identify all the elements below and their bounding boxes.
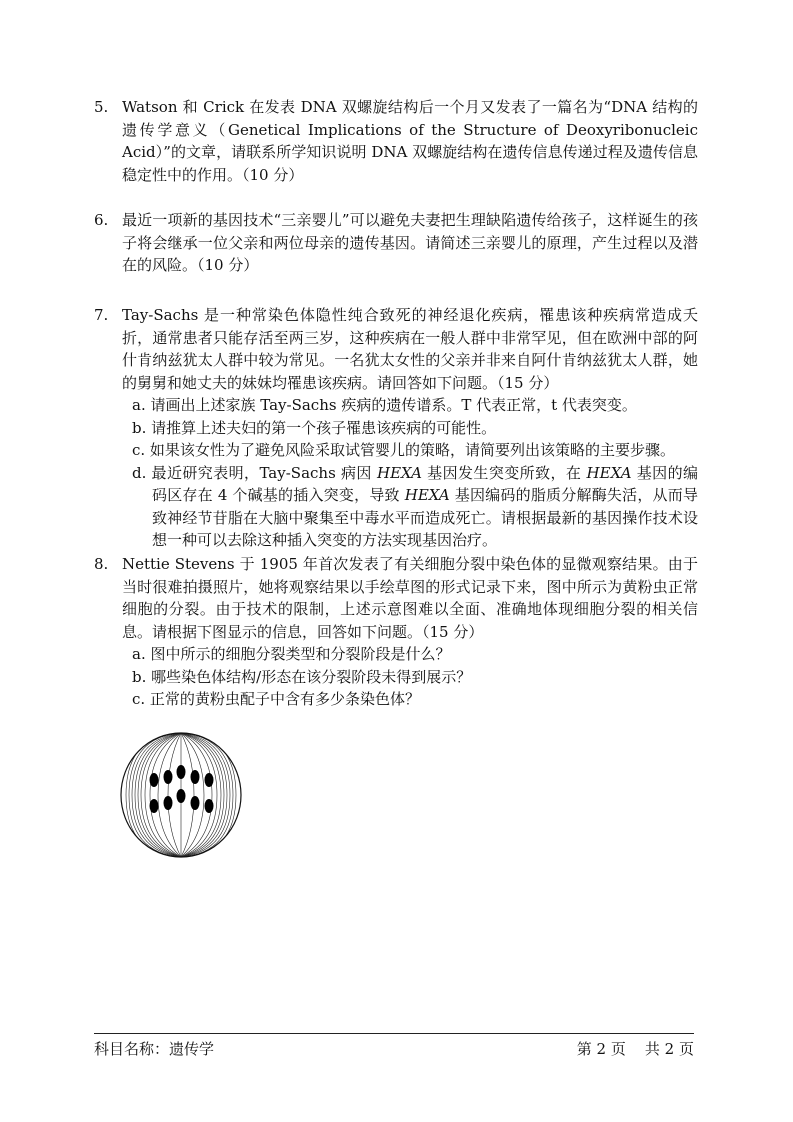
chromosome xyxy=(191,796,200,810)
sub-question-a: a. 图中所示的细胞分裂类型和分裂阶段是什么？ xyxy=(132,645,451,663)
chromosome xyxy=(177,789,186,803)
sub-question-d: d. 最近研究表明，Tay-Sachs 病因 HEXA 基因发生突变所致，在 HEXA 基因的编码区存在 4 个碱基的插入突变，导致 HEXA 基因编码的脂质分解酶失活，从而导致神经节苷脂在大脑中聚集至中毒水平而造成死亡。请根据最新的基因操作技术设想一种可以去除这种插入突变的方法实现基因治疗。 xyxy=(132,463,698,549)
chromosome xyxy=(150,773,159,787)
footer-page-number: 第 2 页 共 2 页 xyxy=(576,1040,694,1058)
chromosome xyxy=(191,770,200,784)
gene-name: HEXA xyxy=(404,486,450,504)
question-text: Nettie Stevens 于 1905 年首次发表了有关细胞分裂中染色体的显微观察结果。由于当时很难拍摄照片，她将观察结果以手绘草图的形式记录下来，图中所示为黄粉虫正常细胞的分裂。由于技术的限制，上述示意图难以全面、准确地体现细胞分裂的相关信息。请根据下图显示的信息，回答如下问题。（15 分） xyxy=(122,555,698,641)
gene-name: HEXA xyxy=(376,463,422,482)
question-text: 最近一项新的基因技术“三亲婴儿”可以避免夫妻把生理缺陷遗传给孩子，这样诞生的孩子将会继承一位父亲和两位母亲的遗传基因。请简述三亲婴儿的原理，产生过程以及潜在的风险。（10 分） xyxy=(122,211,698,274)
chromosome xyxy=(205,799,214,813)
sub-question-a: a. 请画出上述家族 Tay-Sachs 疾病的遗传谱系。T 代表正常，t 代表突变。 xyxy=(132,396,637,414)
cell-division-figure xyxy=(118,730,244,860)
sub-question-c: c. 如果该女性为了避免风险采取试管婴儿的策略，请简要列出该策略的主要步骤。 xyxy=(132,441,675,459)
question-5 xyxy=(94,96,698,186)
chromosome xyxy=(164,770,173,784)
question-number: 8. xyxy=(94,555,109,573)
question-text: Tay-Sachs 是一种常染色体隐性纯合致死的神经退化疾病，罹患该种疾病常造成夭折，通常患者只能存活至两三岁，这种疾病在一般人群中非常罕见，但在欧洲中部的阿什肯纳兹犹太人群中较为常见。一名犹太女性的父亲并非来自阿什肯纳兹犹太人群，她的舅舅和她丈夫的妹妹均罹患该疾病。请回答如下问题。（15 分） xyxy=(122,306,698,392)
chromosome xyxy=(177,765,186,779)
question-number: 7. xyxy=(94,306,109,324)
footer-rule xyxy=(94,1033,694,1034)
question-number: 6. xyxy=(94,211,109,229)
chromosome xyxy=(164,796,173,810)
chromosome xyxy=(150,799,159,813)
sub-question-b: b. 请推算上述夫妇的第一个孩子罹患该疾病的可能性。 xyxy=(132,418,497,437)
question-7 xyxy=(94,304,698,552)
chromosome xyxy=(205,773,214,787)
question-6 xyxy=(94,209,698,277)
question-number: 5. xyxy=(94,98,109,116)
gene-name: HEXA xyxy=(586,463,632,482)
question-text: Watson 和 Crick 在发表 DNA 双螺旋结构后一个月又发表了一篇名为“DNA 结构的遗传学意义（Genetical Implications of the Structure of Deoxyribonucleic Acid）”的文章，请联系所学知识说明 DNA 双螺旋结构在遗传信息传递过程及遗传信息稳定性中的作用。（10 分） xyxy=(122,98,698,184)
sub-question-b: b. 哪些染色体结构/形态在该分裂阶段未得到展示？ xyxy=(132,667,472,686)
footer-subject: 科目名称：遗传学 xyxy=(94,1040,215,1058)
question-8 xyxy=(94,553,698,711)
sub-question-c: c. 正常的黄粉虫配子中含有多少条染色体？ xyxy=(132,690,420,708)
